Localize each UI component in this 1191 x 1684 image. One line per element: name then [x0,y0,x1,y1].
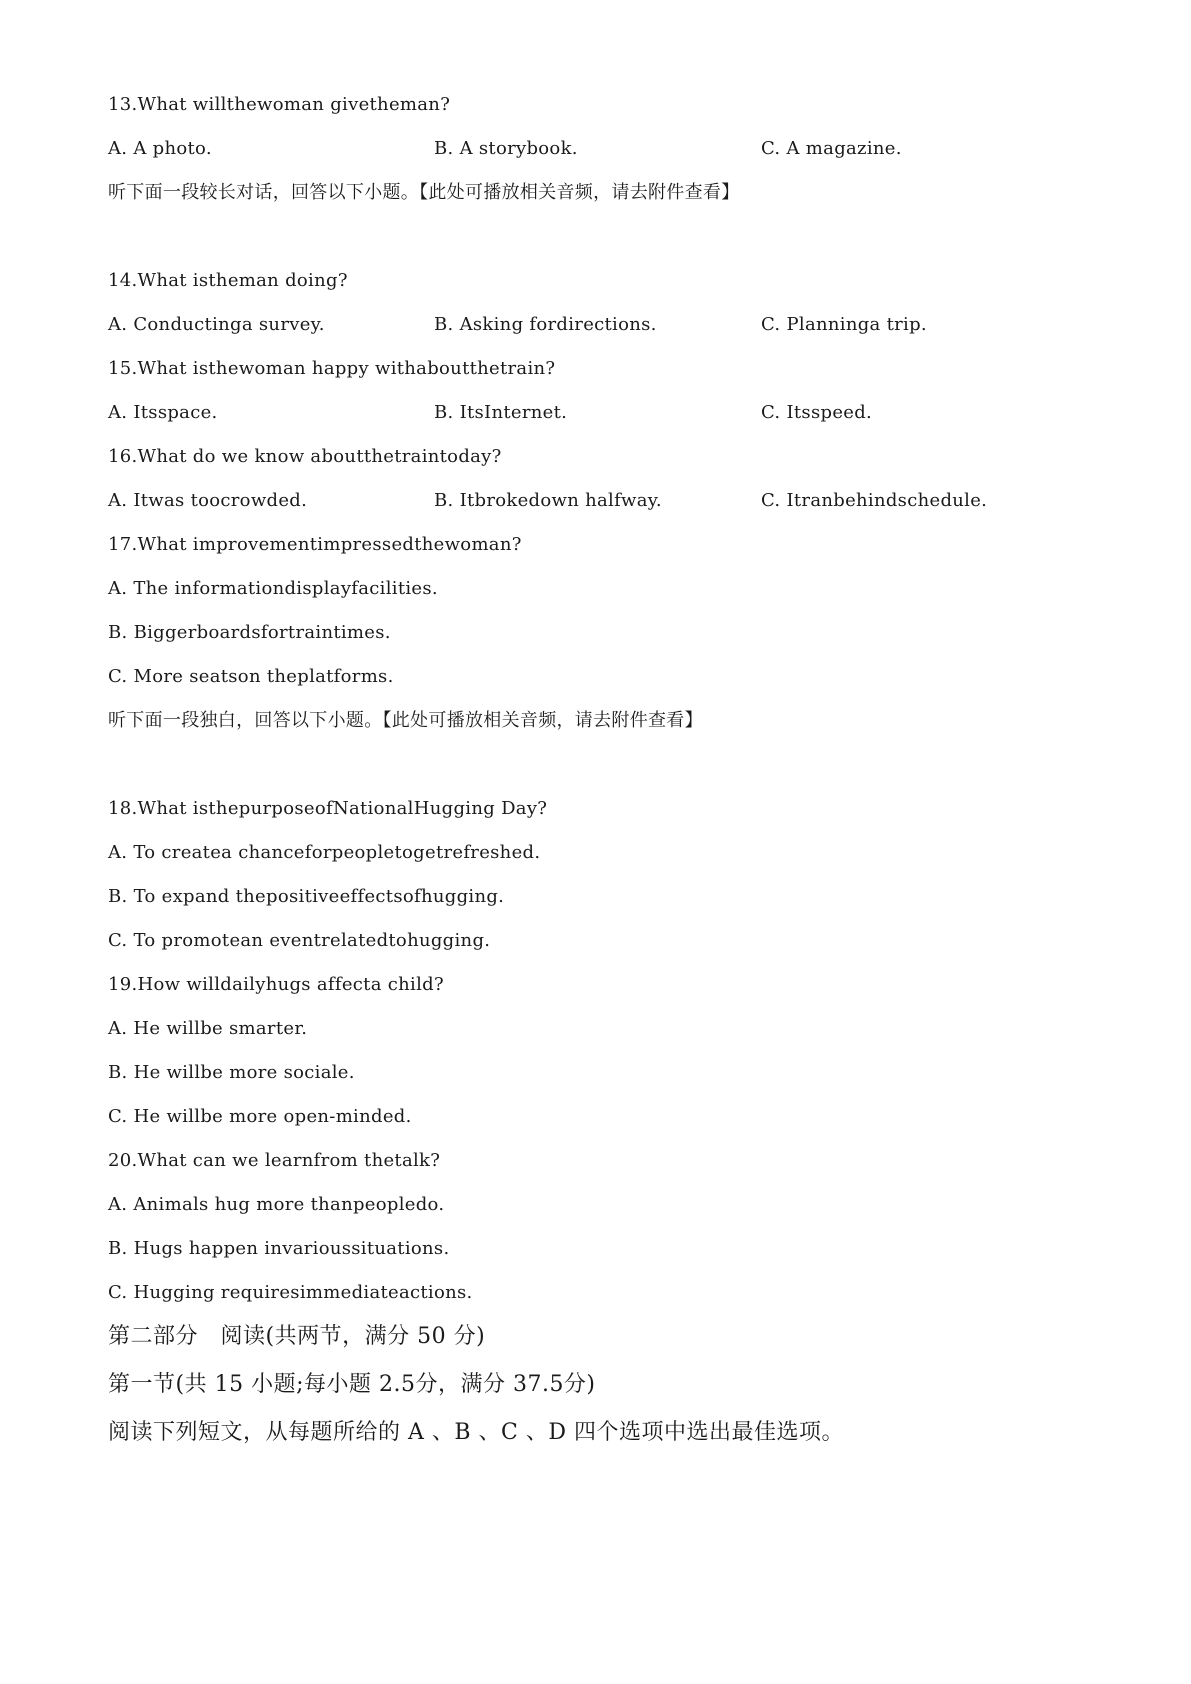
reading-directions: 阅读下列短文，从每题所给的 A 、B 、C 、D 四个选项中选出最佳选项。 [108,1420,844,1445]
question-15-option-b: B. ItsInternet. [434,402,568,423]
question-14-option-a: A. Conductinga survey. [108,314,325,335]
question-20-option-b: B. Hugs happen invarioussituations. [108,1238,450,1259]
question-20-option-a: A. Animals hug more thanpeopledo. [108,1194,445,1215]
question-20-option-c: C. Hugging requiresimmediateactions. [108,1282,473,1303]
question-14-option-c: C. Planninga trip. [761,314,927,335]
question-15-option-c: C. Itsspeed. [761,402,873,423]
question-16-stem: 16.What do we know aboutthetraintoday? [108,446,502,467]
question-18-option-a: A. To createa chanceforpeopletogetrefreshed. [108,842,541,863]
question-17-option-a: A. The informationdisplayfacilities. [108,578,438,599]
question-16-option-b: B. Itbrokedown halfway. [434,490,662,511]
question-16-option-c: C. Itranbehindschedule. [761,490,988,511]
question-18-stem: 18.What isthepurposeofNationalHugging Day? [108,798,548,819]
question-13-stem: 13.What willthewoman givetheman? [108,94,451,115]
question-19-option-c: C. He willbe more open-minded. [108,1106,412,1127]
question-15-stem: 15.What isthewoman happy withaboutthetrain? [108,358,556,379]
question-18-option-b: B. To expand thepositiveeffectsofhugging. [108,886,505,907]
question-13-option-b: B. A storybook. [434,138,578,159]
question-14-option-b: B. Asking fordirections. [434,314,657,335]
question-13-option-c: C. A magazine. [761,138,902,159]
question-15-option-a: A. Itsspace. [108,402,218,423]
question-17-option-c: C. More seatson theplatforms. [108,666,394,687]
question-15-options [108,401,1108,425]
question-18-option-c: C. To promotean eventrelatedtohugging. [108,930,491,951]
question-14-stem: 14.What istheman doing? [108,270,348,291]
question-14-options [108,313,1108,337]
instruction-dialogue: 听下面一段较长对话，回答以下小题。【此处可播放相关音频，请去附件查看】 [108,182,740,203]
question-19-option-b: B. He willbe more sociale. [108,1062,355,1083]
section-one-heading: 第一节(共 15 小题;每小题 2.5分，满分 37.5分) [108,1372,596,1397]
question-16-option-a: A. Itwas toocrowded. [108,490,308,511]
instruction-monologue: 听下面一段独白，回答以下小题。【此处可播放相关音频，请去附件查看】 [108,710,703,731]
part-two-heading: 第二部分 阅读(共两节，满分 50 分) [108,1324,486,1349]
question-19-option-a: A. He willbe smarter. [108,1018,308,1039]
question-17-option-b: B. Biggerboardsfortraintimes. [108,622,391,643]
question-19-stem: 19.How willdailyhugs affecta child? [108,974,444,995]
question-17-stem: 17.What improvementimpressedthewoman? [108,534,522,555]
question-13-options [108,137,1108,161]
question-13-option-a: A. A photo. [108,138,212,159]
question-16-options [108,489,1108,513]
question-20-stem: 20.What can we learnfrom thetalk? [108,1150,441,1171]
